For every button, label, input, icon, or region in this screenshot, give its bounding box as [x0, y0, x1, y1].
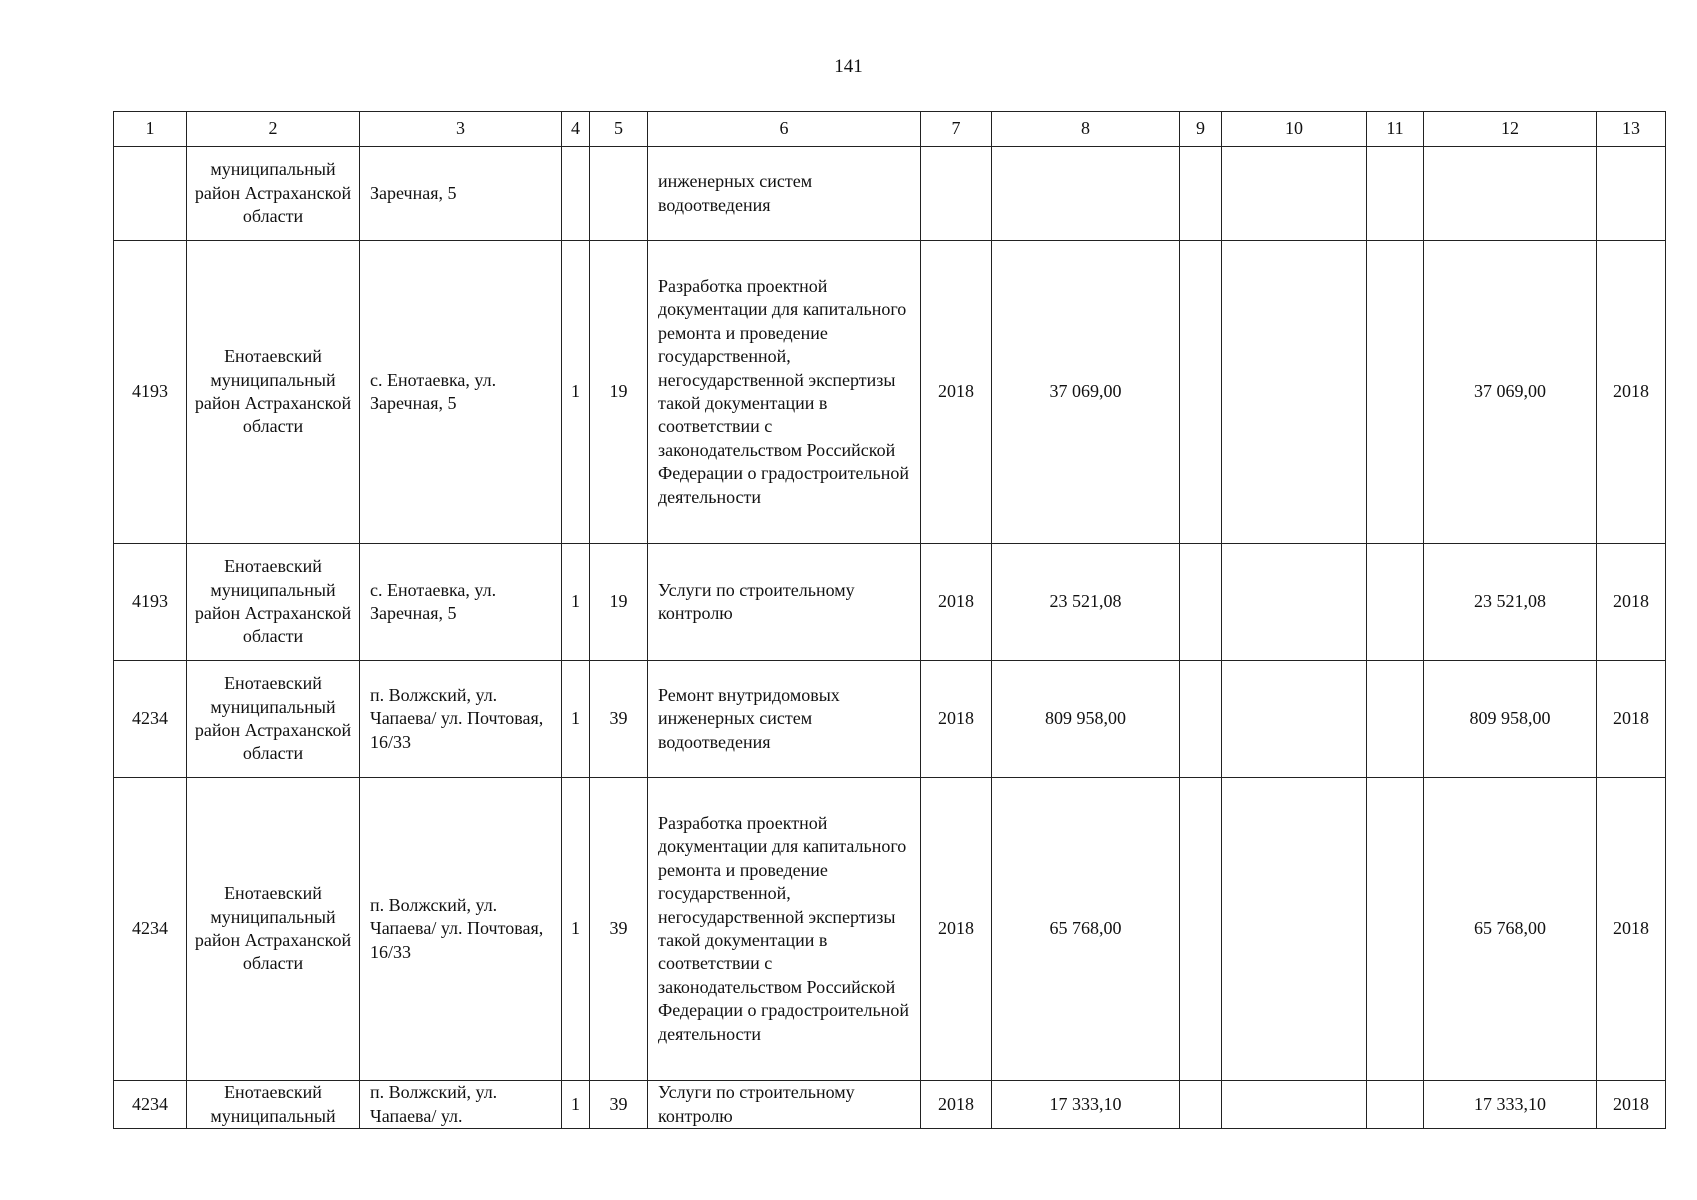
cell-year: 2018 [921, 241, 992, 544]
cell-col12 [1424, 147, 1597, 241]
cell-cost [992, 147, 1180, 241]
cell-col9 [1180, 1081, 1222, 1129]
cell-col11 [1367, 778, 1424, 1081]
cell-col10 [1222, 661, 1367, 778]
cell-work-type: Разработка проектной документации для капитального ремонта и проведение государственной, негосударственной экспертизы такой документации в соответствии с законодательством Российской Федерации о градостроительной деятельности [648, 241, 921, 544]
cell-col4: 1 [562, 778, 590, 1081]
column-header: 5 [590, 112, 648, 147]
cell-col4: 1 [562, 661, 590, 778]
cell-col13: 2018 [1597, 778, 1666, 1081]
table-header-row [114, 112, 1666, 147]
cell-col12: 65 768,00 [1424, 778, 1597, 1081]
cell-work-type: Разработка проектной документации для капитального ремонта и проведение государственной, негосударственной экспертизы такой документации в соответствии с законодательством Российской Федерации о градостроительной деятельности [648, 778, 921, 1081]
cell-col9 [1180, 661, 1222, 778]
cell-address: п. Волжский, ул. Чапаева/ ул. Почтовая, 16/33 [360, 778, 562, 1081]
cell-col13: 2018 [1597, 1081, 1666, 1129]
column-header: 3 [360, 112, 562, 147]
column-header: 9 [1180, 112, 1222, 147]
table-row [114, 778, 1666, 1081]
cell-col9 [1180, 147, 1222, 241]
cell-address: с. Енотаевка, ул. Заречная, 5 [360, 241, 562, 544]
cell-number: 4234 [114, 661, 187, 778]
table-row [114, 661, 1666, 778]
cell-cost: 23 521,08 [992, 544, 1180, 661]
cell-municipality: Енотаевский муниципальный [187, 1081, 360, 1129]
cell-col11 [1367, 661, 1424, 778]
cell-col11 [1367, 147, 1424, 241]
column-header: 7 [921, 112, 992, 147]
cell-col9 [1180, 544, 1222, 661]
column-header: 12 [1424, 112, 1597, 147]
cell-col12: 23 521,08 [1424, 544, 1597, 661]
cell-col9 [1180, 778, 1222, 1081]
cell-cost: 37 069,00 [992, 241, 1180, 544]
cell-municipality: муниципальный район Астраханской области [187, 147, 360, 241]
works-table [113, 111, 1666, 1129]
column-header: 10 [1222, 112, 1367, 147]
cell-year: 2018 [921, 661, 992, 778]
cell-col5 [590, 147, 648, 241]
cell-col12: 17 333,10 [1424, 1081, 1597, 1129]
table-row [114, 544, 1666, 661]
cell-col11 [1367, 241, 1424, 544]
cell-col11 [1367, 1081, 1424, 1129]
cell-col12: 37 069,00 [1424, 241, 1597, 544]
cell-col5: 19 [590, 241, 648, 544]
cell-col13: 2018 [1597, 241, 1666, 544]
cell-col9 [1180, 241, 1222, 544]
cell-work-type: Услуги по строительному контролю [648, 1081, 921, 1129]
cell-col13: 2018 [1597, 544, 1666, 661]
cell-address: п. Волжский, ул. Чапаева/ ул. Почтовая, 16/33 [360, 661, 562, 778]
cell-number: 4234 [114, 778, 187, 1081]
cell-col12: 809 958,00 [1424, 661, 1597, 778]
cell-col10 [1222, 241, 1367, 544]
cell-address: Заречная, 5 [360, 147, 562, 241]
cell-col5: 39 [590, 661, 648, 778]
cell-work-type: Ремонт внутридомовых инженерных систем водоотведения [648, 661, 921, 778]
cell-municipality: Енотаевский муниципальный район Астраханской области [187, 544, 360, 661]
cell-cost: 17 333,10 [992, 1081, 1180, 1129]
cell-cost: 65 768,00 [992, 778, 1180, 1081]
column-header: 2 [187, 112, 360, 147]
column-header: 11 [1367, 112, 1424, 147]
cell-municipality: Енотаевский муниципальный район Астраханской области [187, 241, 360, 544]
cell-number: 4193 [114, 241, 187, 544]
cell-col5: 39 [590, 778, 648, 1081]
column-header: 8 [992, 112, 1180, 147]
column-header: 6 [648, 112, 921, 147]
cell-municipality: Енотаевский муниципальный район Астраханской области [187, 661, 360, 778]
cell-col10 [1222, 147, 1367, 241]
cell-col10 [1222, 778, 1367, 1081]
table-row [114, 1081, 1666, 1129]
cell-number: 4234 [114, 1081, 187, 1129]
cell-col4 [562, 147, 590, 241]
cell-year: 2018 [921, 544, 992, 661]
cell-col5: 39 [590, 1081, 648, 1129]
cell-col4: 1 [562, 1081, 590, 1129]
cell-address: п. Волжский, ул. Чапаева/ ул. [360, 1081, 562, 1129]
table-row [114, 241, 1666, 544]
cell-col13 [1597, 147, 1666, 241]
cell-year: 2018 [921, 1081, 992, 1129]
cell-col4: 1 [562, 544, 590, 661]
cell-municipality: Енотаевский муниципальный район Астраханской области [187, 778, 360, 1081]
cell-year: 2018 [921, 778, 992, 1081]
column-header: 1 [114, 112, 187, 147]
cell-year [921, 147, 992, 241]
cell-col11 [1367, 544, 1424, 661]
cell-address: с. Енотаевка, ул. Заречная, 5 [360, 544, 562, 661]
cell-col10 [1222, 1081, 1367, 1129]
cell-number: 4193 [114, 544, 187, 661]
cell-cost: 809 958,00 [992, 661, 1180, 778]
cell-col4: 1 [562, 241, 590, 544]
cell-work-type: инженерных систем водоотведения [648, 147, 921, 241]
cell-work-type: Услуги по строительному контролю [648, 544, 921, 661]
column-header: 13 [1597, 112, 1666, 147]
cell-col13: 2018 [1597, 661, 1666, 778]
cell-col10 [1222, 544, 1367, 661]
table-row [114, 147, 1666, 241]
cell-col5: 19 [590, 544, 648, 661]
column-header: 4 [562, 112, 590, 147]
page-number: 141 [834, 56, 863, 77]
cell-number [114, 147, 187, 241]
